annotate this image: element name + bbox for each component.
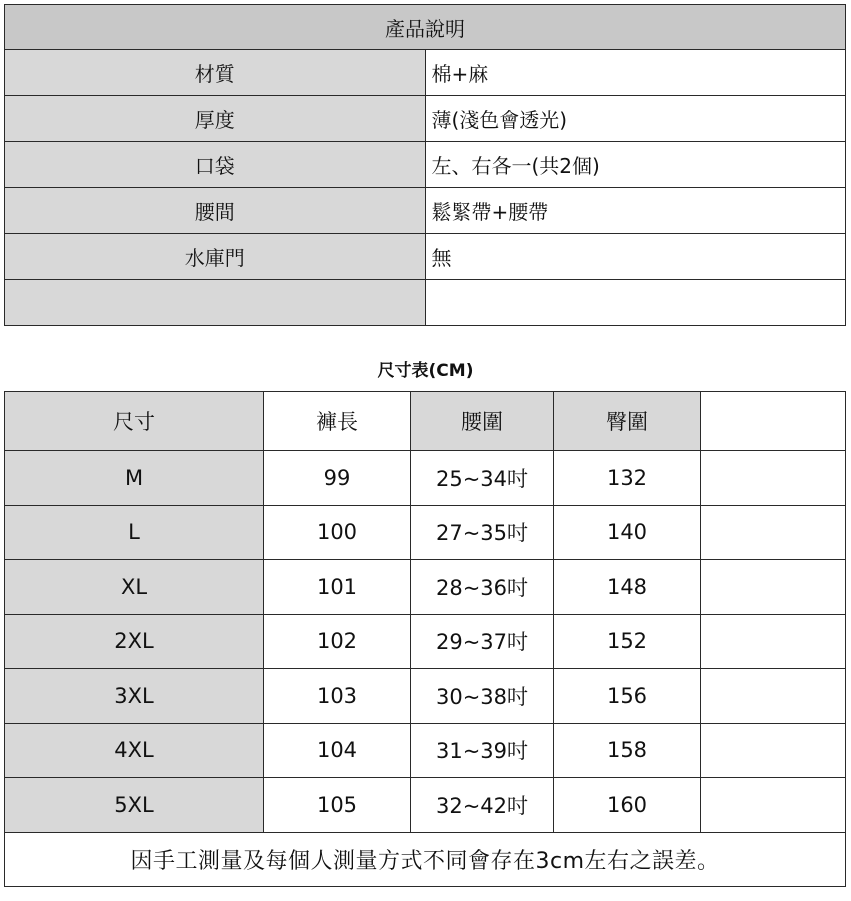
header-extra [701,392,846,451]
spec-value-material: 棉+麻 [425,50,846,96]
extra-cell [701,505,846,560]
size-cell: 2XL [5,614,264,669]
hip-cell: 156 [554,669,701,724]
spec-row [5,188,846,234]
length-cell: 103 [264,669,411,724]
table-row [5,778,846,833]
extra-cell [701,560,846,615]
extra-cell [701,778,846,833]
spec-value-waist: 鬆緊帶+腰帶 [425,188,846,234]
spec-row [5,50,846,96]
table-row [5,723,846,778]
table-row [5,505,846,560]
spec-label-pocket: 口袋 [5,142,426,188]
length-cell: 100 [264,505,411,560]
length-cell: 105 [264,778,411,833]
size-cell: L [5,505,264,560]
spec-label-thickness: 厚度 [5,96,426,142]
measurement-note: 因手工測量及每個人測量方式不同會存在3cm左右之誤差。 [5,832,846,886]
size-cell: M [5,451,264,506]
table-row [5,560,846,615]
extra-cell [701,723,846,778]
size-cell: 3XL [5,669,264,724]
spec-label-zipper: 水庫門 [5,234,426,280]
hip-cell: 158 [554,723,701,778]
size-cell: XL [5,560,264,615]
table-row [5,614,846,669]
length-cell: 101 [264,560,411,615]
waist-cell: 30~38吋 [411,669,554,724]
hip-cell: 148 [554,560,701,615]
hip-cell: 152 [554,614,701,669]
spec-value-thickness: 薄(淺色會透光) [425,96,846,142]
header-length: 褲長 [264,392,411,451]
table-row [5,451,846,506]
length-cell: 102 [264,614,411,669]
waist-cell: 29~37吋 [411,614,554,669]
header-waist: 腰圍 [411,392,554,451]
header-hip: 臀圍 [554,392,701,451]
extra-cell [701,451,846,506]
size-chart-header-row [5,392,846,451]
spec-row [5,234,846,280]
waist-cell: 28~36吋 [411,560,554,615]
header-size: 尺寸 [5,392,264,451]
extra-cell [701,614,846,669]
spec-row [5,142,846,188]
spec-row [5,280,846,326]
spec-value-empty [425,280,846,326]
extra-cell [701,669,846,724]
spec-label-empty [5,280,426,326]
product-description-title: 產品說明 [5,5,846,50]
product-description-table [4,4,846,326]
spec-value-zipper: 無 [425,234,846,280]
size-cell: 5XL [5,778,264,833]
size-chart-title: 尺寸表(CM) [377,361,474,381]
length-cell: 99 [264,451,411,506]
hip-cell: 160 [554,778,701,833]
length-cell: 104 [264,723,411,778]
spec-value-pocket: 左、右各一(共2個) [425,142,846,188]
waist-cell: 32~42吋 [411,778,554,833]
size-chart-table [4,391,846,887]
waist-cell: 25~34吋 [411,451,554,506]
waist-cell: 27~35吋 [411,505,554,560]
note-row [5,832,846,886]
spec-row [5,96,846,142]
spec-label-waist: 腰間 [5,188,426,234]
hip-cell: 132 [554,451,701,506]
table-row [5,669,846,724]
size-cell: 4XL [5,723,264,778]
waist-cell: 31~39吋 [411,723,554,778]
spec-label-material: 材質 [5,50,426,96]
hip-cell: 140 [554,505,701,560]
